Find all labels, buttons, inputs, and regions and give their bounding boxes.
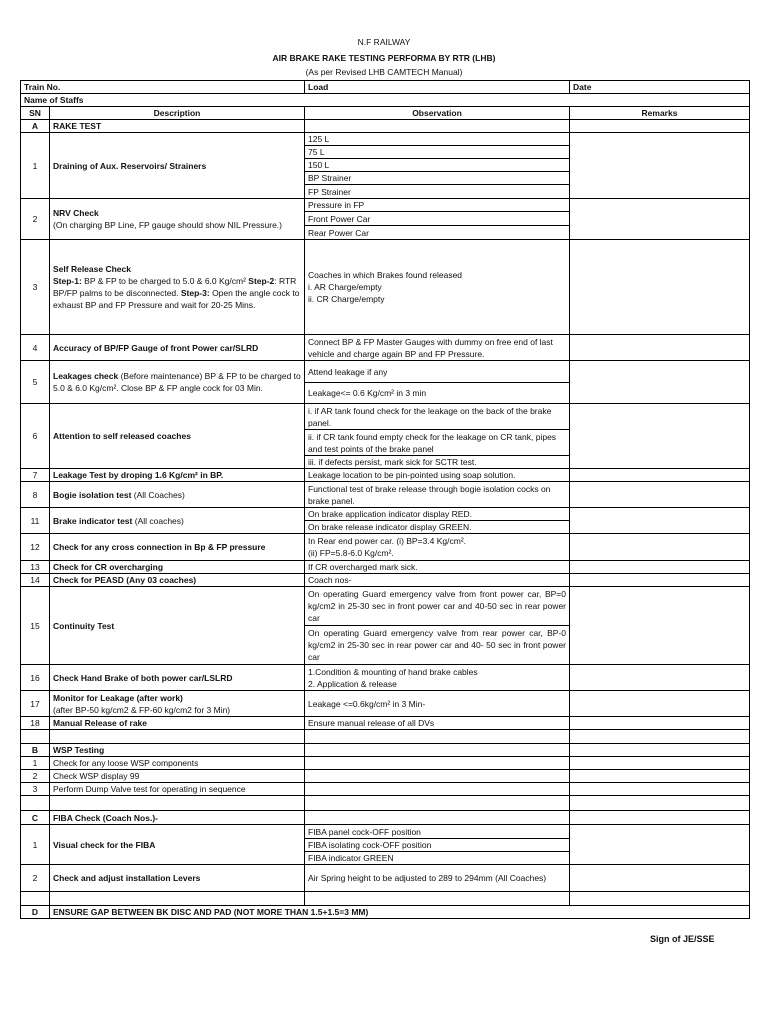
org-name: N.F RAILWAY bbox=[357, 37, 411, 47]
table-row: 1 Check for any loose WSP components bbox=[21, 757, 750, 770]
form-subtitle: (As per Revised LHB CAMTECH Manual) bbox=[305, 67, 463, 77]
table-row: 17 Monitor for Leakage (after work) (after BP-50 kg/cm2 & FP-60 kg/cm2 for 3 Min) Leakage <=0.6kg/cm² in 3 Min- bbox=[21, 691, 750, 717]
table-row: 2 Check and adjust installation Levers Air Spring height to be adjusted to 289 to 294mm (All Coaches) bbox=[21, 865, 750, 892]
table-row: 7 Leakage Test by droping 1.6 Kg/cm² in BP. Leakage location to be pin-pointed using soap solution. bbox=[21, 469, 750, 482]
form-title: AIR BRAKE RAKE TESTING PERFORMA BY RTR (LHB) bbox=[272, 53, 496, 63]
section-d-header: D ENSURE GAP BETWEEN BK DISC AND PAD (NOT MORE THAN 1.5+1.5=3 MM) bbox=[21, 906, 750, 919]
testing-table: Train No. Load Date Name of Staffs SN Description Observation Remarks A RAKE TEST 1 Draining of Aux. Reservoirs/ Strainers 125 L 75 L 150 L BP Strainer FP Strainer 2 NRV Check (On charging BP Line, FP gauge should show NIL Pressure.) Pressure in FP Front Power Car Rear Power Car 3 Self Release Check Step-1: BP & FP to be charged to 5.0 & 6.0 Kg/cm² Step-2: RTR BP/FP palms to be disconnected. Step-3: Open the angle cock to exhaust BP and FP Pressure and wait for 20-25 Mins. Coaches in which Brakes found released i. AR Charge/empty ii. CR Charge/empty 4 Accuracy of BP/FP Gauge of front Power car/SLRD Connect BP & FP Master Gauges with dummy on free end of last vehicle and charge again BP and FP Pressure. 5 Leakages check (Before maintenance) BP & FP to be charged to 5.0 & 6.0 Kg/cm². Close BP & FP angle cock for 03 Min. Attend leakage if any Leakage<= 0.6 Kg/cm² in 3 min 6 Attention to self released coaches i. if AR tank found check for the leakage on the back of the brake panel. ii. if CR tank found empty check for the leakage on CR tank, pipes and test points of the brake panel iii. if defects persist, mark sick for SCTR test. 7 Leakage Test by droping 1.6 Kg/cm² in BP. Leakage location to be pin-pointed using soap solution. 8 Bogie isolation test (All Coaches) Functional test of brake release through bogie isolation cocks on brake panel. 11 Brake indicator test (All coaches) On brake application indicator display RED. On brake release indicator display GREEN. 12 Check for any cross connection in Bp & FP pressure In Rear end power car. (i) BP=3.4 Kg/cm². (ii) FP=5.8-6.0 Kg/cm². 13 Check for CR overcharging If CR overcharged mark sick. 14 Check for PEASD (Any 03 coaches) Coach nos- 15 Continuity Test On operating Guard emergency valve from front power car, BP=0 kg/cm2 in 25-30 sec in front power car and 40-50 sec in rear power car On operating Guard emergency valve from rear power car, BP-0 kg/cm2 in 25-30 sec in rear power car and 40- 50 sec in front power car 16 Check Hand Brake of both power car/LSLRD 1.Condition & mounting of hand brake cables 2. Application & release 17 Monitor for Leakage (after work) (after BP-50 kg/cm2 & FP-60 kg/cm2 for 3 Min) Leakage <=0.6kg/cm² in 3 Min- 18 Manual Release of rake Ensure manual release of all DVs B WSP Testing 1 Check for any loose WSP components 2 Check WSP display 99 3 Perform Dump Valve test for operating in sequence C FIBA Check (Coach Nos.)- 1 Visual check for the FIBA FIBA panel cock-OFF position FIBA isolating cock-OFF position FIBA indicator GREEN 2 Check and adjust installation Levers Air Spring height to be adjusted to 289 to 294mm (All Coaches) D ENSURE GAP BETWEEN BK DISC AND PAD (NOT MORE THAN 1.5+1.5=3 MM) bbox=[20, 80, 750, 919]
column-header-row bbox=[21, 107, 750, 120]
signature-label: Sign of JE/SSE bbox=[650, 934, 715, 944]
table-row: 8 Bogie isolation test (All Coaches) Functional test of brake release through bogie isolation cocks on brake panel. bbox=[21, 482, 750, 508]
table-row: 4 Accuracy of BP/FP Gauge of front Power car/SLRD Connect BP & FP Master Gauges with dummy on free end of last vehicle and charge again BP and FP Pressure. bbox=[21, 335, 750, 361]
table-row: 6 Attention to self released coaches i. if AR tank found check for the leakage on the back of the brake panel. bbox=[21, 404, 750, 430]
date-label: Date bbox=[570, 81, 750, 94]
table-row: 3 Perform Dump Valve test for operating in sequence bbox=[21, 783, 750, 796]
table-row: 12 Check for any cross connection in Bp & FP pressure In Rear end power car. (i) BP=3.4 Kg/cm². (ii) FP=5.8-6.0 Kg/cm². bbox=[21, 534, 750, 561]
section-d-title: ENSURE GAP BETWEEN BK DISC AND PAD (NOT MORE THAN 1.5+1.5=3 MM) bbox=[50, 906, 750, 919]
section-a-title: RAKE TEST bbox=[50, 120, 305, 133]
col-observation: Observation bbox=[305, 107, 570, 120]
table-row: 13 Check for CR overcharging If CR overcharged mark sick. bbox=[21, 561, 750, 574]
table-row: 11 Brake indicator test (All coaches) On brake application indicator display RED. bbox=[21, 508, 750, 521]
section-c-title: FIBA Check (Coach Nos.)- bbox=[50, 811, 305, 825]
info-row bbox=[21, 81, 750, 94]
section-c-header: C FIBA Check (Coach Nos.)- bbox=[21, 811, 750, 825]
spacer-row bbox=[21, 892, 750, 906]
section-a-header: A RAKE TEST bbox=[21, 120, 750, 133]
table-row: 5 Leakages check (Before maintenance) BP & FP to be charged to 5.0 & 6.0 Kg/cm². Close BP & FP angle cock for 03 Min. Attend leakage if any bbox=[21, 361, 750, 383]
col-sn: SN bbox=[21, 107, 50, 120]
table-row: 3 Self Release Check Step-1: BP & FP to be charged to 5.0 & 6.0 Kg/cm² Step-2: RTR BP/FP palms to be disconnected. Step-3: Open the angle cock to exhaust BP and FP Pressure and wait for 20-25 Mins. Coaches in which Brakes found released i. AR Charge/empty ii. CR Charge/empty bbox=[21, 240, 750, 335]
table-row: 16 Check Hand Brake of both power car/LSLRD 1.Condition & mounting of hand brake cables 2. Application & release bbox=[21, 665, 750, 691]
table-row: 15 Continuity Test On operating Guard emergency valve from front power car, BP=0 kg/cm2 in 25-30 sec in front power car and 40-50 sec in rear power car bbox=[21, 587, 750, 626]
section-b-header: B WSP Testing bbox=[21, 744, 750, 757]
staff-row bbox=[21, 94, 750, 107]
col-description: Description bbox=[50, 107, 305, 120]
table-row: 1 Visual check for the FIBA FIBA panel cock-OFF position bbox=[21, 825, 750, 839]
section-b-title: WSP Testing bbox=[50, 744, 305, 757]
table-row: 1 Draining of Aux. Reservoirs/ Strainers 125 L bbox=[21, 133, 750, 146]
staff-label: Name of Staffs bbox=[21, 94, 750, 107]
table-row: 14 Check for PEASD (Any 03 coaches) Coach nos- bbox=[21, 574, 750, 587]
table-row: 2 NRV Check (On charging BP Line, FP gauge should show NIL Pressure.) Pressure in FP bbox=[21, 199, 750, 212]
table-row: 18 Manual Release of rake Ensure manual release of all DVs bbox=[21, 717, 750, 730]
train-no-label: Train No. bbox=[21, 81, 305, 94]
table-row: 2 Check WSP display 99 bbox=[21, 770, 750, 783]
spacer-row bbox=[21, 730, 750, 744]
load-label: Load bbox=[305, 81, 570, 94]
spacer-row bbox=[21, 796, 750, 811]
col-remarks: Remarks bbox=[570, 107, 750, 120]
